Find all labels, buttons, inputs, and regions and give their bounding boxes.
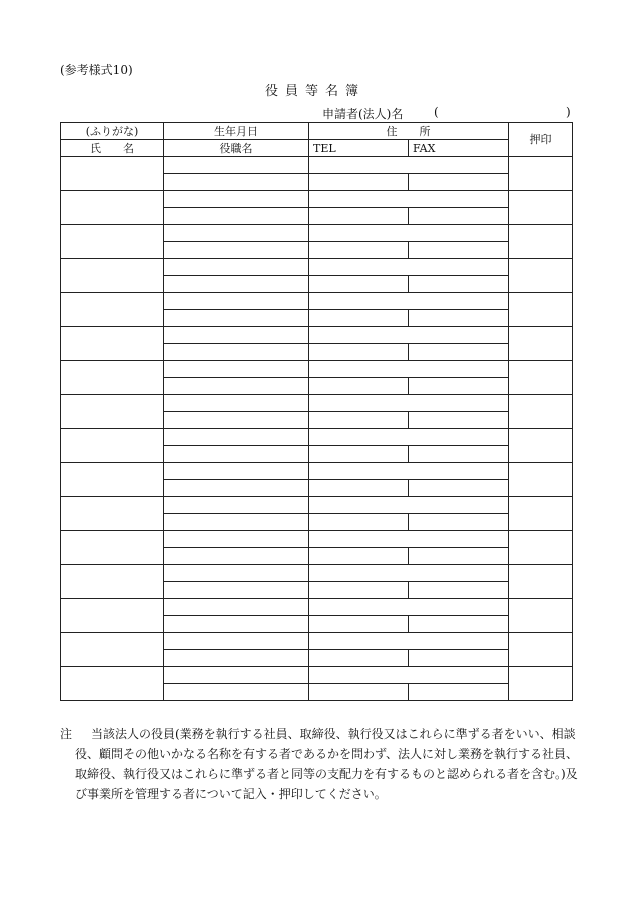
name-cell[interactable] [61, 497, 164, 531]
seal-cell[interactable] [509, 361, 573, 395]
fax-cell[interactable] [409, 310, 509, 327]
seal-cell[interactable] [509, 429, 573, 463]
name-cell[interactable] [61, 429, 164, 463]
applicant-line [322, 105, 571, 122]
entry-row-top [61, 599, 573, 616]
position-cell[interactable] [164, 650, 309, 667]
seal-cell[interactable] [509, 293, 573, 327]
entry-row-top [61, 633, 573, 650]
address-cell[interactable] [309, 565, 509, 582]
entry-row-top [61, 361, 573, 378]
tel-cell[interactable] [309, 276, 409, 293]
tel-cell[interactable] [309, 208, 409, 225]
tel-cell[interactable] [309, 174, 409, 191]
address-cell[interactable] [309, 327, 509, 344]
fax-cell[interactable] [409, 514, 509, 531]
birthdate-cell[interactable] [164, 531, 309, 548]
entry-row-top [61, 157, 573, 174]
tel-cell[interactable] [309, 242, 409, 259]
address-cell[interactable] [309, 633, 509, 650]
seal-cell[interactable] [509, 157, 573, 191]
position-cell[interactable] [164, 582, 309, 599]
applicant-paren-close: ) [566, 105, 571, 119]
fax-cell[interactable] [409, 378, 509, 395]
entry-row-top [61, 667, 573, 684]
seal-cell[interactable] [509, 395, 573, 429]
position-cell[interactable] [164, 276, 309, 293]
fax-cell[interactable] [409, 242, 509, 259]
tel-cell[interactable] [309, 650, 409, 667]
position-cell[interactable] [164, 514, 309, 531]
header-seal: 押印 [509, 123, 573, 157]
entry-row-top [61, 293, 573, 310]
address-cell[interactable] [309, 395, 509, 412]
birthdate-cell[interactable] [164, 633, 309, 650]
name-cell[interactable] [61, 599, 164, 633]
address-cell[interactable] [309, 599, 509, 616]
header-address: 住 所 [309, 123, 509, 140]
birthdate-cell[interactable] [164, 259, 309, 276]
fax-cell[interactable] [409, 548, 509, 565]
birthdate-cell[interactable] [164, 225, 309, 242]
entry-row-top [61, 191, 573, 208]
birthdate-cell[interactable] [164, 429, 309, 446]
name-cell[interactable] [61, 395, 164, 429]
address-cell[interactable] [309, 191, 509, 208]
entry-row-top [61, 429, 573, 446]
birthdate-cell[interactable] [164, 463, 309, 480]
position-cell[interactable] [164, 174, 309, 191]
fax-cell[interactable] [409, 344, 509, 361]
tel-cell[interactable] [309, 616, 409, 633]
applicant-paren-open: ( [434, 105, 439, 119]
tel-cell[interactable] [309, 446, 409, 463]
entry-row-top [61, 225, 573, 242]
position-cell[interactable] [164, 344, 309, 361]
officer-registry-table [60, 122, 573, 701]
address-cell[interactable] [309, 497, 509, 514]
birthdate-cell[interactable] [164, 191, 309, 208]
birthdate-cell[interactable] [164, 667, 309, 684]
address-cell[interactable] [309, 157, 509, 174]
tel-cell[interactable] [309, 548, 409, 565]
header-furigana: (ふりがな) [61, 123, 164, 140]
position-cell[interactable] [164, 446, 309, 463]
fax-cell[interactable] [409, 480, 509, 497]
header-row-2 [61, 140, 573, 157]
position-cell[interactable] [164, 208, 309, 225]
entry-row-top [61, 463, 573, 480]
note-mark: 注 [60, 727, 73, 741]
address-cell[interactable] [309, 667, 509, 684]
seal-cell[interactable] [509, 327, 573, 361]
birthdate-cell[interactable] [164, 497, 309, 514]
tel-cell[interactable] [309, 310, 409, 327]
birthdate-cell[interactable] [164, 361, 309, 378]
entry-row-top [61, 497, 573, 514]
seal-cell[interactable] [509, 633, 573, 667]
name-cell[interactable] [61, 633, 164, 667]
position-cell[interactable] [164, 548, 309, 565]
header-name: 氏 名 [61, 140, 164, 157]
position-cell[interactable] [164, 242, 309, 259]
birthdate-cell[interactable] [164, 157, 309, 174]
note-text: 当該法人の役員(業務を執行する社員、取締役、執行役又はこれらに準ずる者をいい、相談役、顧問その他いかなる名称を有する者であるかを問わず、法人に対し業務を執行する社員、取締役、執行役又はこれらに準ずる者と同等の支配力を有するものと認められる者を含む。)及び事業所を管理する者について記入・押印してください。 [75, 727, 579, 801]
header-birthdate: 生年月日 [164, 123, 309, 140]
birthdate-cell[interactable] [164, 565, 309, 582]
entry-row-top [61, 327, 573, 344]
address-cell[interactable] [309, 225, 509, 242]
tel-cell[interactable] [309, 582, 409, 599]
seal-cell[interactable] [509, 599, 573, 633]
position-cell[interactable] [164, 684, 309, 701]
birthdate-cell[interactable] [164, 395, 309, 412]
address-cell[interactable] [309, 361, 509, 378]
birthdate-cell[interactable] [164, 599, 309, 616]
birthdate-cell[interactable] [164, 293, 309, 310]
fax-cell[interactable] [409, 684, 509, 701]
seal-cell[interactable] [509, 667, 573, 701]
fax-cell[interactable] [409, 446, 509, 463]
tel-cell[interactable] [309, 480, 409, 497]
seal-cell[interactable] [509, 259, 573, 293]
fax-cell[interactable] [409, 412, 509, 429]
address-cell[interactable] [309, 531, 509, 548]
tel-cell[interactable] [309, 684, 409, 701]
fax-cell[interactable] [409, 208, 509, 225]
seal-cell[interactable] [509, 565, 573, 599]
address-cell[interactable] [309, 429, 509, 446]
fax-cell[interactable] [409, 616, 509, 633]
tel-cell[interactable] [309, 378, 409, 395]
tel-cell[interactable] [309, 344, 409, 361]
position-cell[interactable] [164, 412, 309, 429]
footnote [60, 724, 582, 804]
fax-cell[interactable] [409, 276, 509, 293]
applicant-label: 申請者(法人)名 [322, 107, 404, 121]
position-cell[interactable] [164, 310, 309, 327]
tel-cell[interactable] [309, 514, 409, 531]
position-cell[interactable] [164, 378, 309, 395]
name-cell[interactable] [61, 361, 164, 395]
name-cell[interactable] [61, 565, 164, 599]
entry-row-top [61, 259, 573, 276]
entry-row-top [61, 395, 573, 412]
name-cell[interactable] [61, 463, 164, 497]
document-title: 役員等名簿 [264, 84, 365, 99]
tel-cell[interactable] [309, 412, 409, 429]
header-row-1 [61, 123, 573, 140]
header-tel: TEL [309, 140, 409, 157]
seal-cell[interactable] [509, 531, 573, 565]
registry-body [61, 157, 573, 701]
birthdate-cell[interactable] [164, 327, 309, 344]
name-cell[interactable] [61, 531, 164, 565]
form-number: (参考様式10) [60, 63, 133, 77]
seal-cell[interactable] [509, 191, 573, 225]
fax-cell[interactable] [409, 174, 509, 191]
name-cell[interactable] [61, 191, 164, 225]
header-fax: FAX [409, 140, 509, 157]
name-cell[interactable] [61, 259, 164, 293]
seal-cell[interactable] [509, 225, 573, 259]
fax-cell[interactable] [409, 582, 509, 599]
name-cell[interactable] [61, 225, 164, 259]
name-cell[interactable] [61, 667, 164, 701]
address-cell[interactable] [309, 463, 509, 480]
name-cell[interactable] [61, 327, 164, 361]
entry-row-top [61, 565, 573, 582]
seal-cell[interactable] [509, 463, 573, 497]
seal-cell[interactable] [509, 497, 573, 531]
address-cell[interactable] [309, 293, 509, 310]
address-cell[interactable] [309, 259, 509, 276]
position-cell[interactable] [164, 616, 309, 633]
header-position: 役職名 [164, 140, 309, 157]
fax-cell[interactable] [409, 650, 509, 667]
name-cell[interactable] [61, 157, 164, 191]
position-cell[interactable] [164, 480, 309, 497]
name-cell[interactable] [61, 293, 164, 327]
entry-row-top [61, 531, 573, 548]
